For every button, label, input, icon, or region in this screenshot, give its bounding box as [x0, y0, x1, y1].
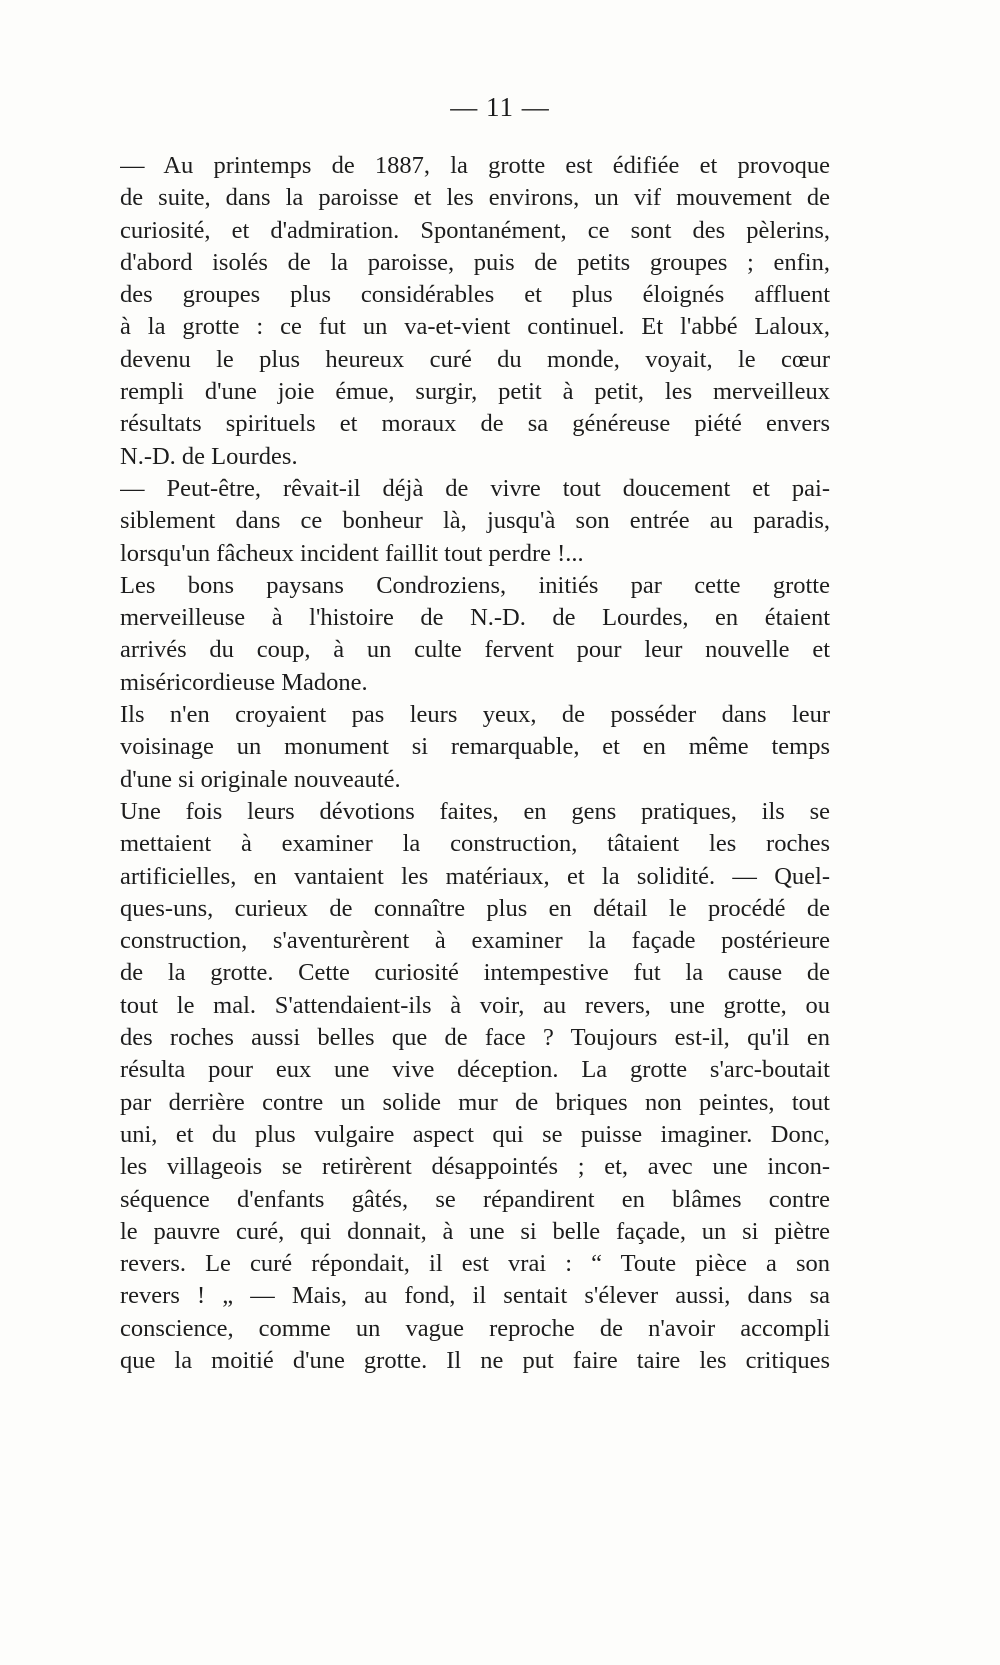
text-line: artificielles, en vantaient les matériaux, et la solidité. — Quel- [120, 862, 830, 890]
text-line: Une fois leurs dévotions faites, en gens pratiques, ils se [120, 797, 830, 825]
text-line: lorsqu'un fâcheux incident faillit tout perdre !... [120, 539, 584, 567]
text-line: résultats spirituels et moraux de sa généreuse piété envers [120, 410, 830, 438]
text-line: merveilleuse à l'histoire de N.-D. de Lourdes, en étaient [120, 604, 830, 632]
text-line: d'une si originale nouveauté. [120, 765, 401, 793]
page-number: — 11 — [450, 92, 550, 122]
text-line: revers. Le curé répondait, il est vrai : “ Toute pièce a son [120, 1250, 830, 1278]
text-line: siblement dans ce bonheur là, jusqu'à son entrée au paradis, [120, 507, 830, 535]
body-text [120, 150, 830, 1377]
text-line: d'abord isolés de la paroisse, puis de petits groupes ; enfin, [120, 248, 830, 276]
text-line: miséricordieuse Madone. [120, 668, 368, 696]
text-line: curiosité, et d'admiration. Spontanément, ce sont des pèlerins, [120, 216, 830, 244]
text-line: construction, s'aventurèrent à examiner la façade postérieure [120, 927, 830, 955]
text-line: conscience, comme un vague reproche de n'avoir accompli [120, 1314, 830, 1342]
text-line: des roches aussi belles que de face ? Toujours est-il, qu'il en [120, 1024, 830, 1052]
text-line: voisinage un monument si remarquable, et en même temps [120, 733, 830, 761]
text-line: tout le mal. S'attendaient-ils à voir, au revers, une grotte, ou [120, 991, 830, 1019]
text-line: devenu le plus heureux curé du monde, voyait, le cœur [120, 345, 830, 373]
text-line: Ils n'en croyaient pas leurs yeux, de posséder dans leur [120, 701, 830, 729]
text-line: uni, et du plus vulgaire aspect qui se puisse imaginer. Donc, [120, 1120, 830, 1148]
text-line: résulta pour eux une vive déception. La grotte s'arc-boutait [120, 1056, 830, 1084]
text-line: — Peut-être, rêvait-il déjà de vivre tout doucement et pai- [120, 474, 830, 502]
text-line: N.-D. de Lourdes. [120, 442, 298, 470]
text-line: de suite, dans la paroisse et les environs, un vif mouvement de [120, 184, 830, 212]
text-line: ques-uns, curieux de connaître plus en détail le procédé de [120, 894, 830, 922]
text-line: des groupes plus considérables et plus éloignés affluent [120, 281, 830, 309]
text-line: arrivés du coup, à un culte fervent pour leur nouvelle et [120, 636, 830, 664]
text-line: de la grotte. Cette curiosité intempestive fut la cause de [120, 959, 830, 987]
text-line: séquence d'enfants gâtés, se répandirent en blâmes contre [120, 1185, 830, 1213]
text-line: par derrière contre un solide mur de briques non peintes, tout [120, 1088, 830, 1116]
text-line: rempli d'une joie émue, surgir, petit à petit, les merveilleux [120, 378, 830, 406]
text-line: — Au printemps de 1887, la grotte est édifiée et provoque [120, 152, 830, 179]
text-line: revers ! „ — Mais, au fond, il sentait s'élever aussi, dans sa [120, 1282, 830, 1310]
text-line: les villageois se retirèrent désappointés ; et, avec une incon- [120, 1153, 830, 1181]
text-line: le pauvre curé, qui donnait, à une si belle façade, un si piètre [120, 1217, 830, 1245]
text-line: Les bons paysans Condroziens, initiés par cette grotte [120, 571, 830, 599]
text-line: que la moitié d'une grotte. Il ne put faire taire les critiques [120, 1346, 830, 1374]
text-line: à la grotte : ce fut un va-et-vient continuel. Et l'abbé Laloux, [120, 313, 830, 341]
text-line: mettaient à examiner la construction, tâtaient les roches [120, 830, 830, 858]
